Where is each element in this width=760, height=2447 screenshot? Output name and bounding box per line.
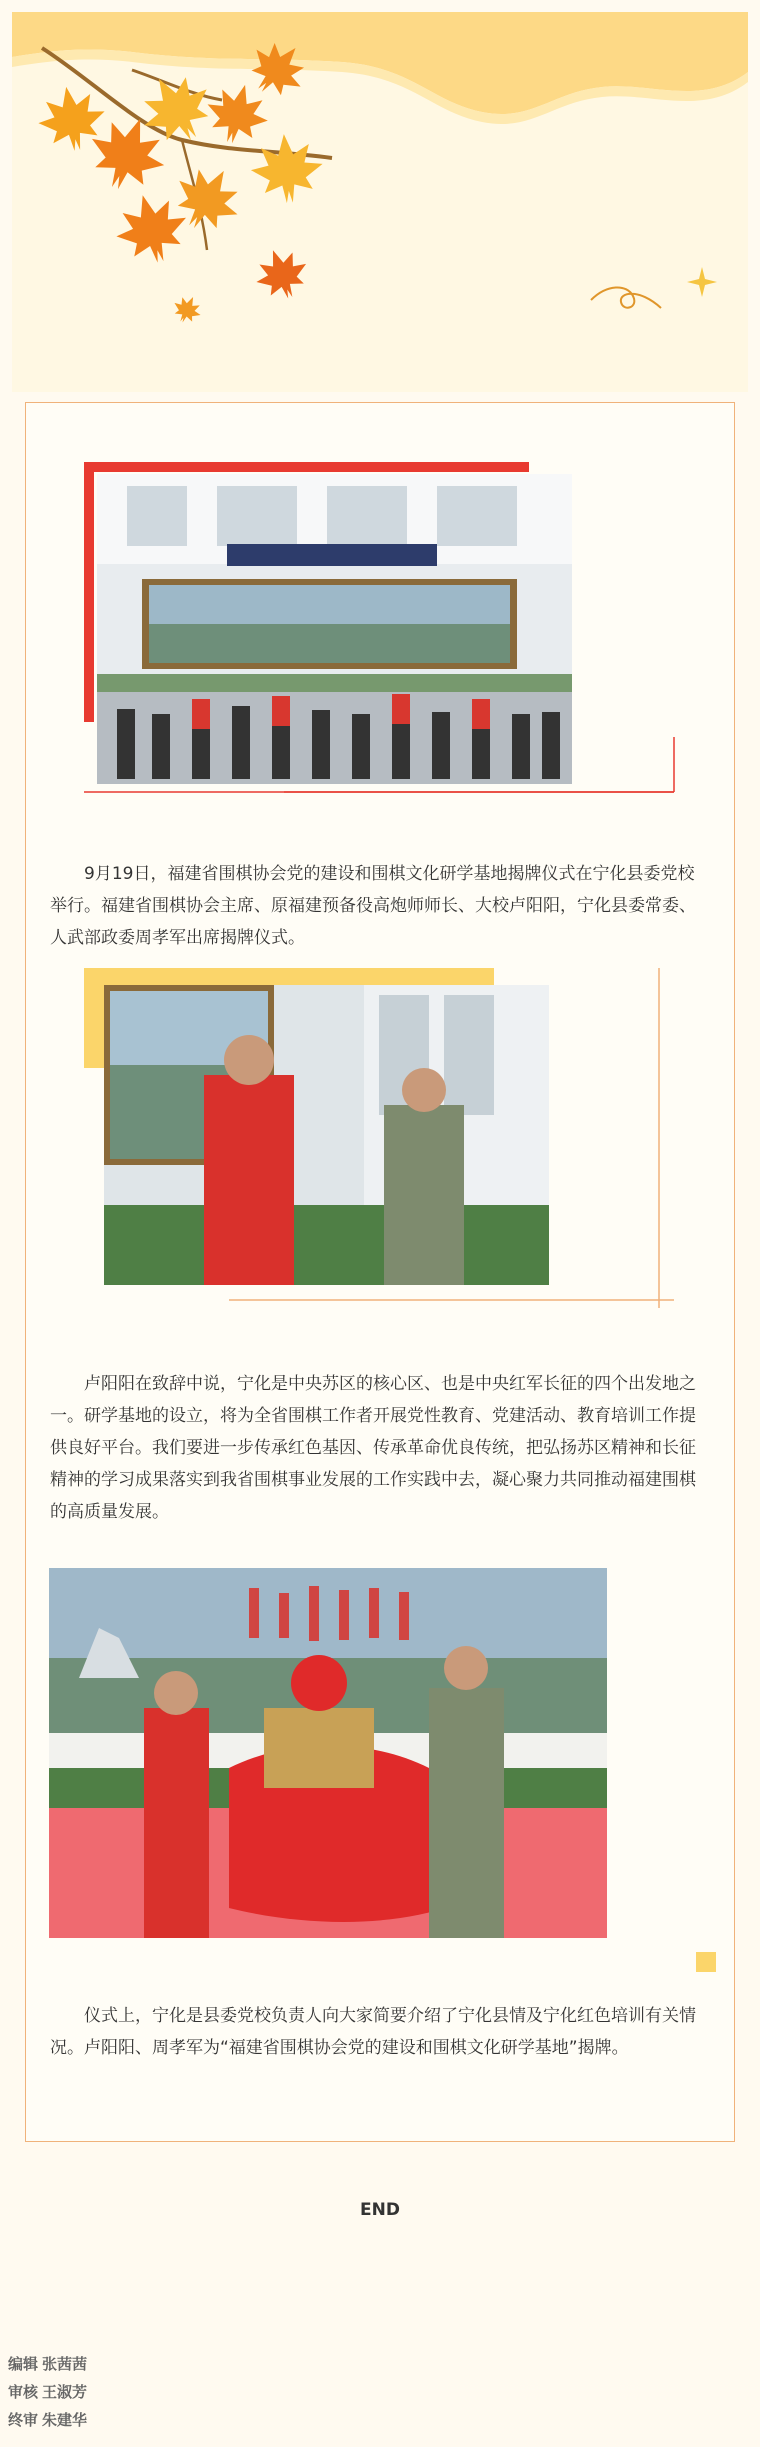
photo-ceremony-hall (97, 474, 572, 784)
credit-reviewer: 审核 王淑芳 (8, 2383, 88, 2401)
credits (8, 2350, 91, 2434)
photo-speech (104, 985, 549, 1285)
sparkle-icon (687, 267, 717, 297)
paragraph-3: 仪式上，宁化是县委党校负责人向大家简要介绍了宁化县情及宁化红色培训有关情况。卢阳阳、周孝军为“福建省围棋协会党的建设和围棋文化研学基地”揭牌。 (50, 2006, 696, 2058)
header-banner (12, 12, 748, 392)
maple-branch (32, 40, 362, 330)
maple-leaf-icon (33, 40, 326, 328)
photo-unveiling (49, 1568, 607, 1938)
credit-final-reviewer: 终审 朱建华 (8, 2411, 88, 2429)
swirl-icon (587, 280, 667, 320)
end-label: END (360, 2200, 400, 2220)
paragraph-1: 9月19日，福建省围棋协会党的建设和围棋文化研学基地揭牌仪式在宁化县委党校举行。福建省围棋协会主席、原福建预备役高炮师师长、大校卢阳阳，宁化县委常委、人武部政委周孝军出席揭牌仪式。 (50, 864, 696, 948)
credit-editor: 编辑 张茜茜 (8, 2355, 88, 2373)
yellow-square-decoration (696, 1952, 716, 1972)
paragraph-2: 卢阳阳在致辞中说，宁化是中央苏区的核心区、也是中央红军长征的四个出发地之一。研学基地的设立，将为全省围棋工作者开展党性教育、党建活动、教育培训工作提供良好平台。我们要进一步传承红色基因、传承革命优良传统，把弘扬苏区精神和长征精神的学习成果落实到我省围棋事业发展的工作实践中去，凝心聚力共同推动福建围棋的高质量发展。 (50, 1374, 696, 1522)
